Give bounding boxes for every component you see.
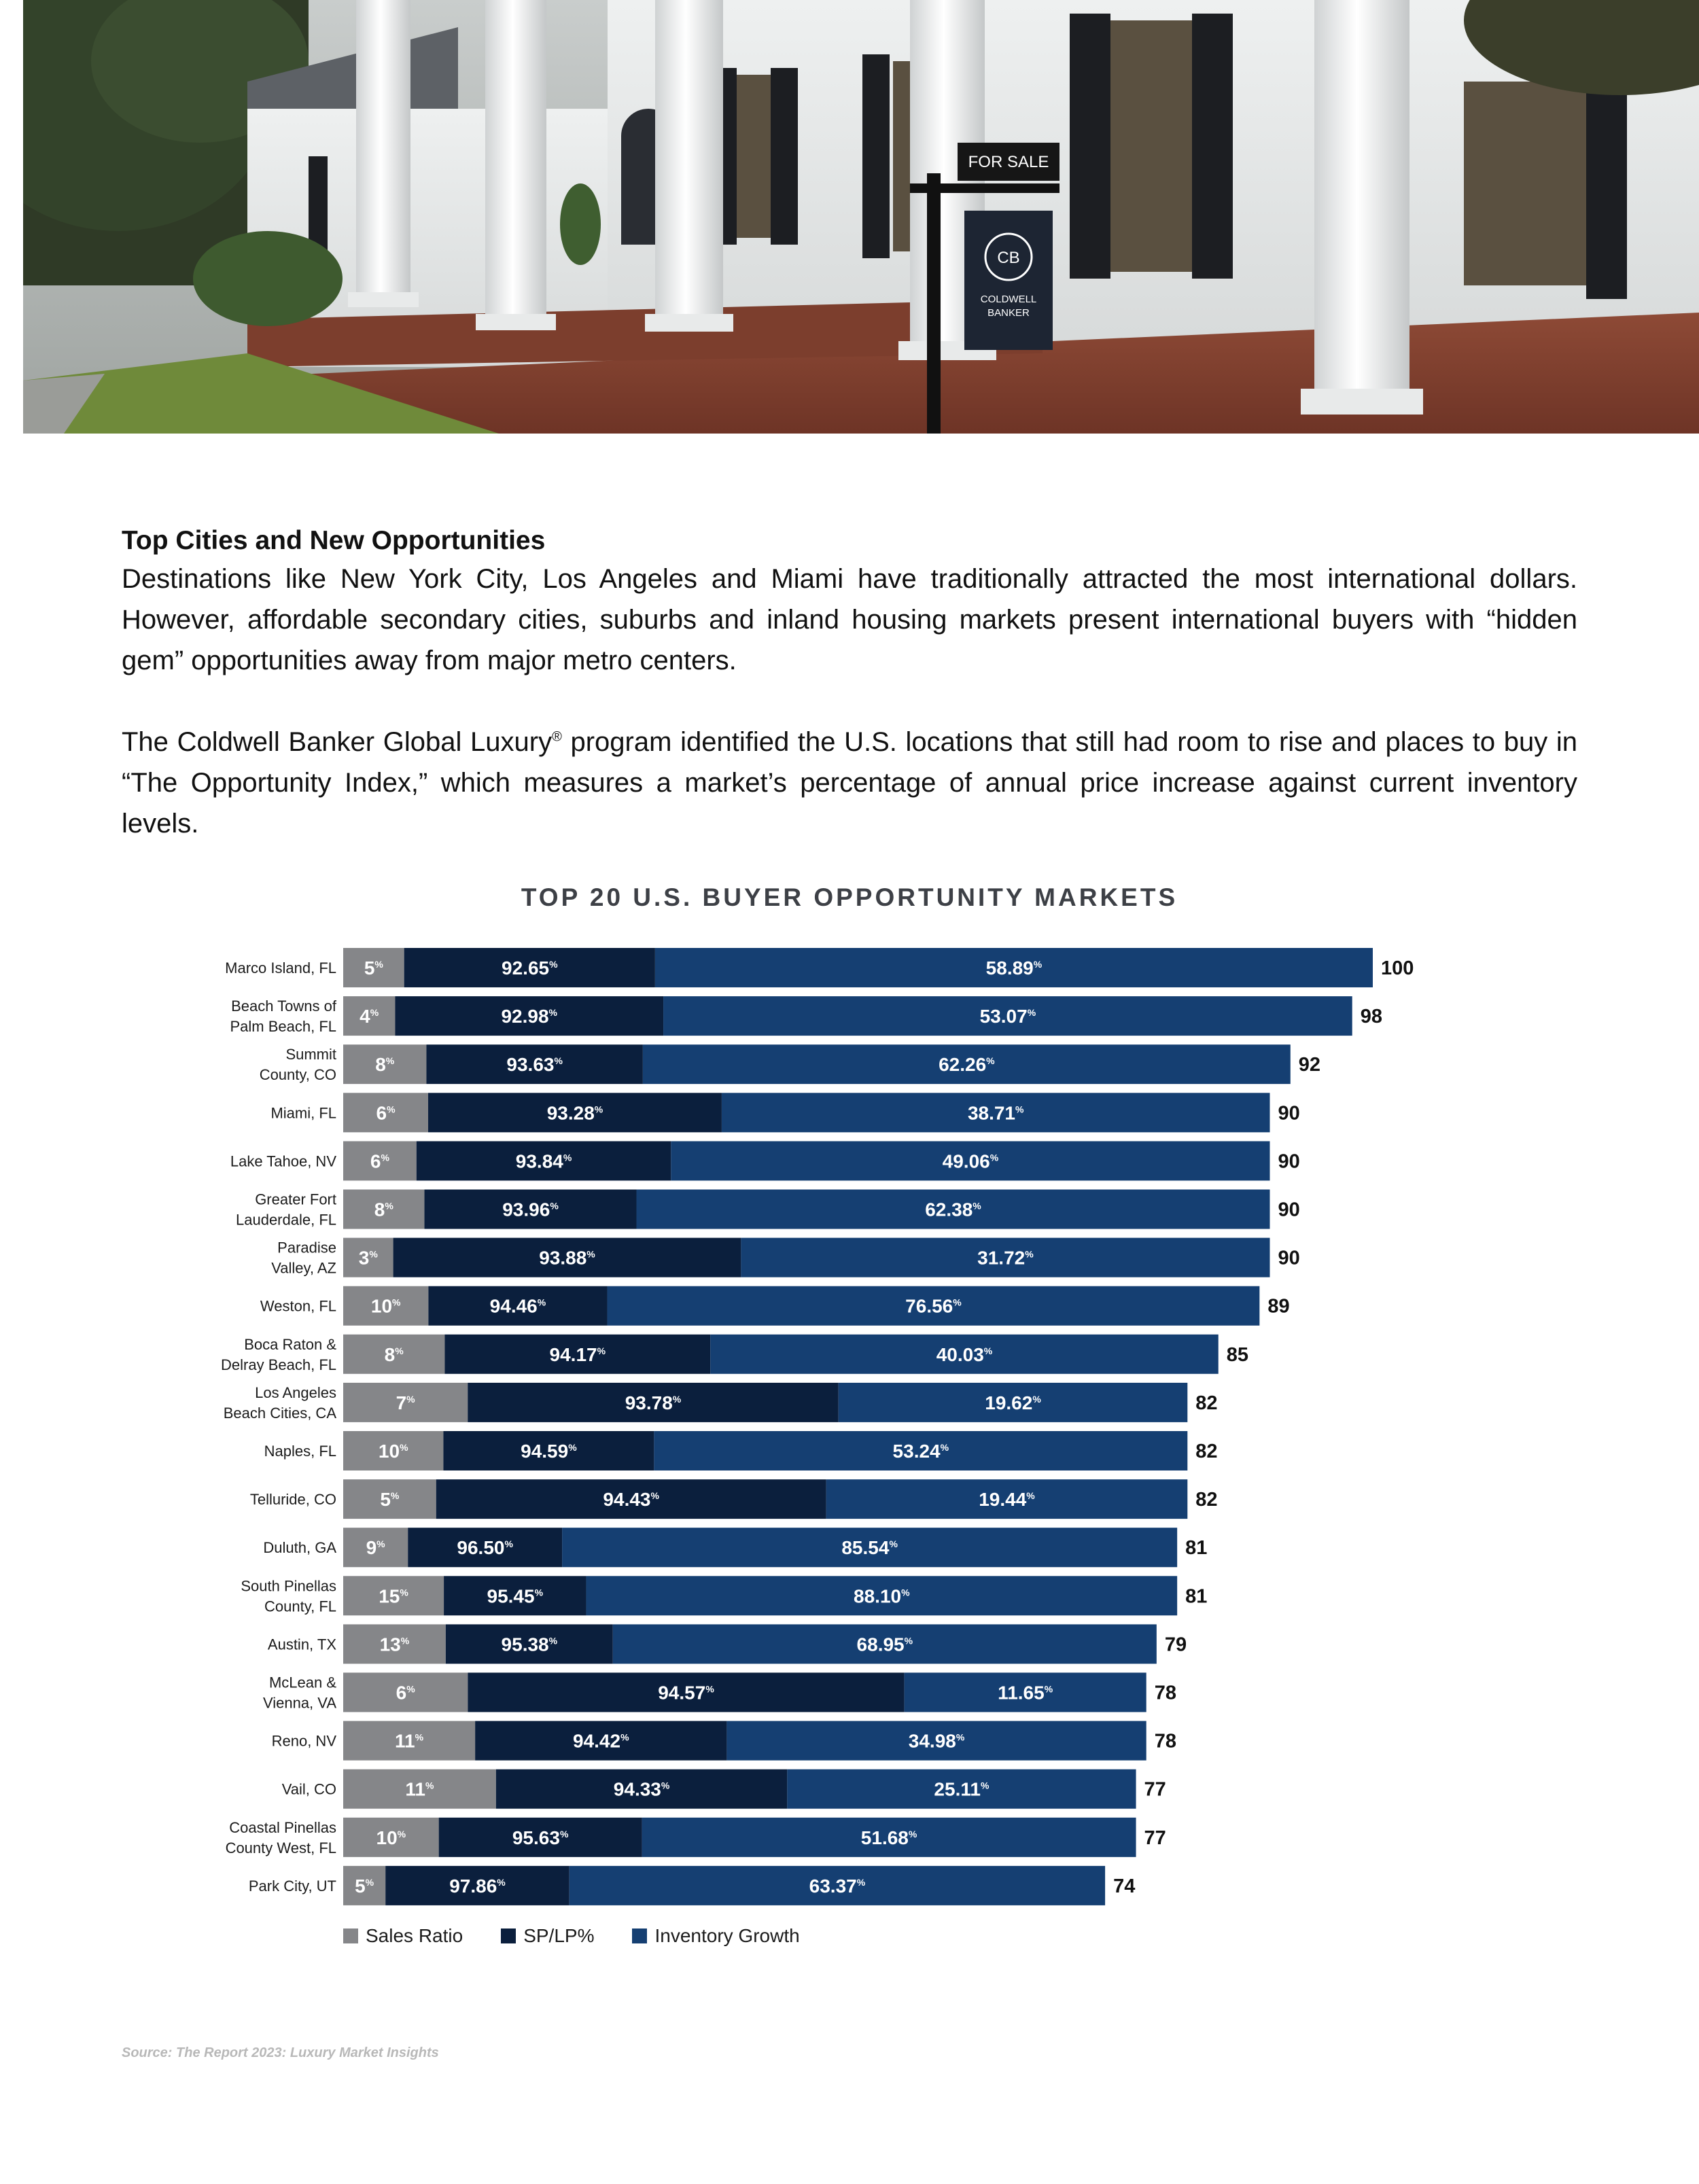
legend-swatch-inventory-growth [632,1928,647,1943]
total-score-label: 90 [1278,1247,1300,1269]
data-label-inventory-growth: 68.95% [856,1634,913,1655]
total-score-label: 85 [1226,1343,1249,1366]
legend-item-inventory-growth [632,1925,799,1947]
total-score-label: 81 [1185,1585,1208,1608]
total-score-label: 78 [1154,1730,1176,1753]
total-score-label: 90 [1278,1150,1300,1173]
total-score-label: 77 [1144,1827,1166,1849]
sign-for-sale-text: FOR SALE [968,153,1049,171]
paragraph2-start: The Coldwell Banker Global Luxury [122,727,553,757]
total-score-label: 82 [1195,1441,1218,1462]
data-label-sp-lp: 94.43% [603,1489,659,1511]
total-score-label: 82 [1195,1392,1218,1414]
chart-title: TOP 20 U.S. BUYER OPPORTUNITY MARKETS [521,883,1178,911]
total-score-label: 98 [1360,1006,1382,1028]
data-label-sales-ratio: 11% [405,1778,434,1800]
category-label: South Pinellas County, FL [241,1577,336,1615]
category-label: Beach Towns of Palm Beach, FL [230,998,336,1036]
data-label-sp-lp: 92.98% [501,1006,557,1027]
data-label-inventory-growth: 19.62% [985,1392,1041,1413]
data-label-sp-lp: 94.17% [549,1343,606,1365]
data-label-sp-lp: 95.38% [501,1634,558,1655]
category-label: Duluth, GA [263,1539,336,1557]
data-label-sales-ratio: 6% [370,1150,389,1172]
data-label-sales-ratio: 11% [395,1730,424,1752]
category-label: McLean & Vienna, VA [262,1674,336,1712]
category-label: Park City, UT [248,1877,336,1895]
data-label-sales-ratio: 10% [378,1441,408,1462]
data-label-sp-lp: 94.46% [489,1295,546,1317]
legend-swatch-sp-lp [501,1928,516,1943]
data-label-inventory-growth: 11.65% [998,1682,1053,1704]
data-label-sp-lp: 95.45% [487,1585,544,1607]
category-label: Marco Island, FL [225,959,336,976]
data-label-inventory-growth: 53.07% [979,1006,1036,1027]
total-score-label: 77 [1144,1778,1166,1801]
total-score-label: 90 [1278,1102,1300,1125]
data-label-inventory-growth: 51.68% [860,1827,917,1848]
total-score-label: 92 [1298,1054,1321,1076]
category-label: Boca Raton & Delray Beach, FL [221,1335,336,1373]
data-label-inventory-growth: 62.26% [939,1054,995,1076]
data-label-sales-ratio: 7% [396,1392,415,1413]
data-label-inventory-growth: 88.10% [854,1585,910,1607]
sign-brand-line1: COLDWELL [980,294,1037,305]
data-label-sales-ratio: 10% [376,1827,406,1848]
data-label-sales-ratio: 5% [355,1875,374,1897]
data-label-inventory-growth: 76.56% [905,1295,962,1317]
data-label-sp-lp: 95.63% [512,1827,569,1848]
category-label: Paradise Valley, AZ [271,1239,336,1277]
data-label-inventory-growth: 58.89% [985,957,1043,979]
total-score-label: 81 [1185,1537,1208,1560]
data-label-sales-ratio: 5% [364,957,383,979]
legend-label-inventory-growth: Inventory Growth [654,1925,800,1946]
data-label-sales-ratio: 6% [376,1102,396,1124]
source-note: Source: The Report 2023: Luxury Market Insights [122,2045,439,2060]
data-label-inventory-growth: 63.37% [809,1875,866,1897]
data-label-inventory-growth: 40.03% [936,1343,993,1365]
category-label: Telluride, CO [249,1491,336,1509]
data-label-sp-lp: 93.28% [546,1102,603,1124]
category-label: Reno, NV [271,1732,336,1750]
legend-label-sp-lp: SP/LP% [523,1925,595,1946]
data-label-inventory-growth: 53.24% [892,1441,949,1462]
data-label-inventory-growth: 49.06% [942,1150,999,1172]
data-label-sp-lp: 94.59% [521,1441,577,1462]
data-label-sp-lp: 96.50% [457,1537,513,1559]
total-score-label: 82 [1195,1489,1218,1511]
data-label-sales-ratio: 8% [374,1199,393,1220]
category-label: Summit County, CO [259,1046,336,1084]
data-label-sp-lp: 97.86% [449,1875,506,1897]
data-label-sales-ratio: 15% [379,1585,408,1607]
data-label-sp-lp: 92.65% [502,957,558,979]
data-label-sp-lp: 93.96% [502,1199,559,1220]
total-score-label: 90 [1278,1199,1300,1221]
data-label-inventory-growth: 31.72% [977,1247,1034,1269]
data-label-sales-ratio: 6% [396,1682,415,1704]
data-label-sp-lp: 93.84% [515,1150,572,1172]
data-label-inventory-growth: 85.54% [841,1537,898,1559]
chart-legend [343,1925,800,1947]
total-score-label: 100 [1381,957,1414,979]
data-label-inventory-growth: 25.11% [934,1778,989,1800]
total-score-label: 79 [1164,1634,1187,1656]
data-label-sales-ratio: 9% [366,1537,385,1559]
data-label-sp-lp: 94.33% [613,1778,670,1800]
data-label-inventory-growth: 19.44% [979,1489,1035,1511]
legend-item-sp-lp [501,1925,594,1947]
category-label: Austin, TX [267,1636,336,1653]
data-label-inventory-growth: 62.38% [925,1199,981,1220]
category-label: Weston, FL [260,1297,336,1315]
data-label-sales-ratio: 3% [358,1247,378,1269]
data-label-sp-lp: 93.78% [625,1392,682,1413]
category-label: Coastal Pinellas County West, FL [225,1818,336,1856]
data-label-sp-lp: 93.88% [539,1247,595,1269]
category-label: Los Angeles Beach Cities, CA [223,1384,336,1422]
data-label-sales-ratio: 5% [380,1489,400,1511]
registered-mark: ® [552,729,562,745]
legend-item-sales-ratio [343,1925,463,1947]
data-label-inventory-growth: 34.98% [908,1730,965,1752]
sign-monogram: CB [997,249,1020,267]
paragraph2-end: program identified the U.S. locations that still had room to rise and places to buy in “The Opportunity Index,” which measures a market’s percentage of annual price increase against current inventory levels. [122,727,1577,839]
data-label-inventory-growth: 38.71% [967,1102,1024,1124]
data-label-sales-ratio: 4% [360,1006,379,1027]
total-score-label: 78 [1154,1682,1176,1704]
data-label-sales-ratio: 8% [384,1343,404,1365]
data-label-sp-lp: 93.63% [506,1054,563,1076]
total-score-label: 74 [1113,1875,1136,1897]
data-label-sp-lp: 94.42% [572,1730,629,1752]
sign-brand-line2: BANKER [987,307,1030,319]
data-label-sales-ratio: 13% [379,1634,410,1655]
category-label: Miami, FL [270,1104,336,1122]
data-label-sp-lp: 94.57% [658,1682,714,1704]
data-label-sales-ratio: 8% [375,1054,395,1076]
category-label: Lake Tahoe, NV [230,1152,336,1170]
legend-swatch-sales-ratio [343,1928,358,1943]
paragraph-intro: Destinations like New York City, Los Angeles and Miami have traditionally attracted the most international dollars. However, affordable secondary cities, suburbs and inland housing markets present international buyers with “hidden gem” opportunities away from major metro centers. [122,564,1577,675]
legend-label-sales-ratio: Sales Ratio [366,1925,463,1946]
category-label: Vail, CO [281,1780,336,1798]
category-label: Greater Fort Lauderdale, FL [236,1191,336,1229]
data-label-sales-ratio: 10% [370,1295,401,1317]
category-label: Naples, FL [264,1443,336,1460]
section-heading: Top Cities and New Opportunities [122,526,546,555]
total-score-label: 89 [1267,1295,1290,1318]
